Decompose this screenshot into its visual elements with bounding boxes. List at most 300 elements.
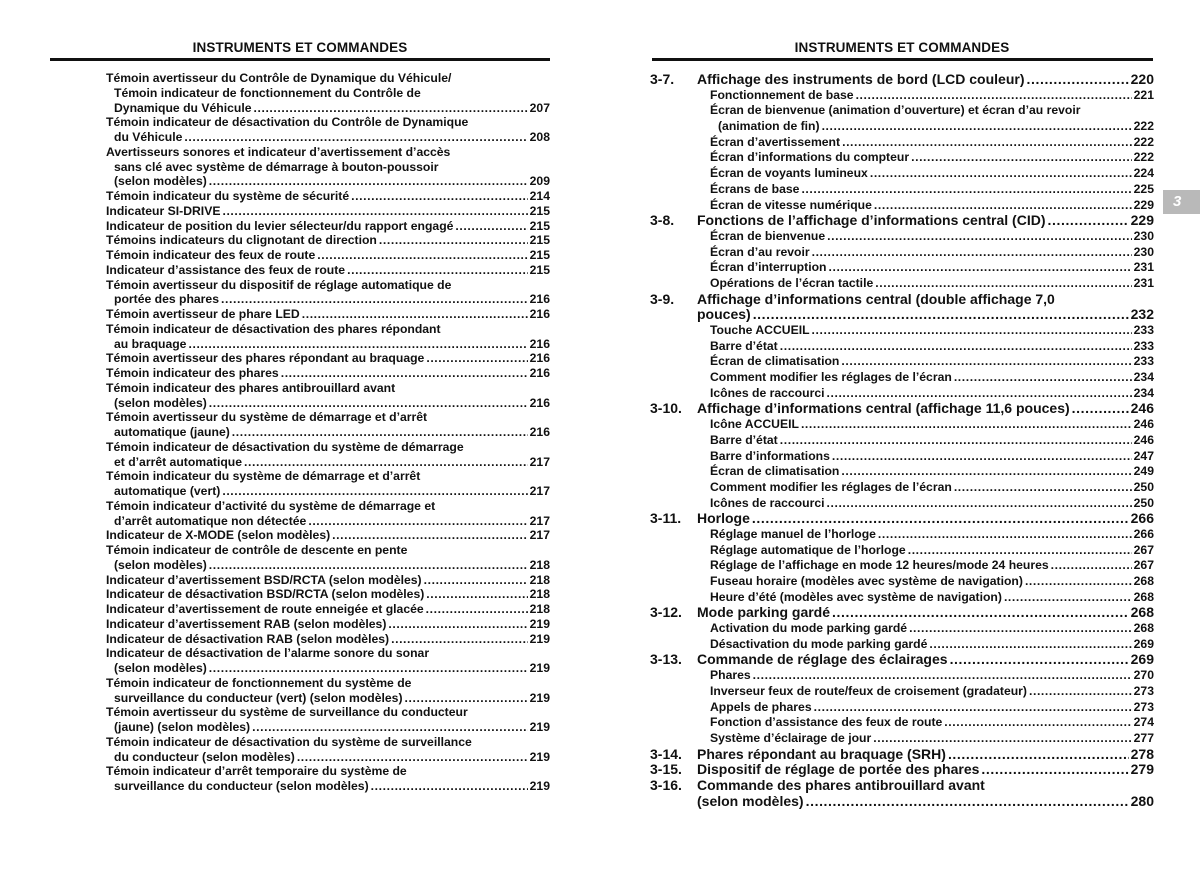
- toc-entry-text: Indicateur d’avertissement de route enneigée et glacée: [106, 602, 424, 616]
- section-number: 3-8.: [650, 212, 675, 229]
- toc-subentry[interactable]: [650, 276, 1154, 292]
- dot-leader: [878, 527, 1132, 543]
- dot-leader: [814, 700, 1132, 716]
- toc-line: [106, 676, 550, 691]
- chapter-tab[interactable]: 3: [1163, 190, 1200, 214]
- toc-entry[interactable]: [106, 632, 550, 647]
- dot-leader: [753, 668, 1132, 684]
- toc-line: [106, 174, 550, 189]
- toc-entry-text: Touche ACCUEIL: [710, 323, 810, 337]
- toc-entry[interactable]: [106, 189, 550, 204]
- toc-line: [106, 366, 550, 381]
- toc-line: [650, 433, 1154, 449]
- page-number: 274: [1133, 715, 1154, 730]
- toc-subentry[interactable]: [650, 88, 1154, 104]
- right-header-rule: [652, 58, 1153, 61]
- dot-leader: [832, 449, 1132, 465]
- page-number: 218: [529, 587, 550, 602]
- toc-section-heading[interactable]: [650, 72, 1154, 88]
- toc-line: [650, 276, 1154, 292]
- toc-line: [106, 455, 550, 470]
- toc-subentry[interactable]: [650, 245, 1154, 261]
- toc-subentry[interactable]: [650, 527, 1154, 543]
- toc-entry-text: Avertisseurs sonores et indicateur d’avertissement d’accès: [106, 144, 451, 159]
- page-number: 233: [1133, 354, 1154, 369]
- dot-leader: [426, 351, 527, 366]
- toc-entry[interactable]: [106, 322, 550, 352]
- dot-leader: [812, 323, 1132, 339]
- page-number: 266: [1130, 510, 1154, 527]
- toc-entry-text: Témoin indicateur de désactivation du système de surveillance: [106, 734, 472, 749]
- dot-leader: [253, 101, 527, 116]
- toc-line: [650, 245, 1154, 261]
- toc-entry[interactable]: [106, 499, 550, 529]
- page-number: 215: [529, 203, 550, 218]
- toc-line: [650, 182, 1154, 198]
- toc-entry-text: Témoins indicateurs du clignotant de direction: [106, 233, 377, 248]
- dot-leader: [801, 417, 1132, 433]
- dot-leader: [222, 204, 527, 219]
- toc-line: [106, 263, 550, 278]
- dot-leader: [801, 182, 1131, 198]
- toc-entry-text: Icône ACCUEIL: [710, 417, 799, 432]
- toc-entry-text: Mode parking gardé: [697, 604, 831, 621]
- left-page-header: INSTRUMENTS ET COMMANDES: [192, 40, 408, 55]
- page-number: 208: [529, 130, 550, 144]
- toc-entry-text: Réglage automatique de l’horloge: [710, 542, 906, 557]
- toc-line: [650, 323, 1154, 339]
- toc-entry-text: Écran de climatisation: [710, 464, 840, 479]
- toc-line: [650, 511, 1154, 527]
- page-number: 224: [1133, 166, 1154, 181]
- toc-entry[interactable]: [106, 366, 550, 381]
- page-number: 216: [529, 336, 550, 351]
- toc-line: [106, 248, 550, 263]
- toc-line: [650, 166, 1154, 182]
- toc-entry-text: Écrans de base: [710, 181, 800, 196]
- toc-subentry[interactable]: [650, 700, 1154, 716]
- section-number: 3-12.: [650, 604, 682, 621]
- toc-entry-text: Témoin indicateur d’activité du système de démarrage et: [106, 498, 436, 513]
- toc-entry[interactable]: [106, 617, 550, 632]
- toc-line: [650, 150, 1154, 166]
- toc-section: [650, 605, 1154, 652]
- toc-section-heading[interactable]: [650, 605, 1154, 621]
- toc-entry-text: Indicateur de position du levier sélecteur/du rapport engagé: [106, 218, 454, 233]
- toc-subentry[interactable]: [650, 574, 1154, 590]
- dot-leader: [221, 292, 528, 307]
- toc-entry-text: Témoin indicateur de fonctionnement du Contrôle de: [114, 85, 421, 100]
- page-number: 225: [1133, 181, 1154, 196]
- toc-entry[interactable]: [106, 528, 550, 543]
- toc-line: [106, 514, 550, 529]
- dot-leader: [828, 260, 1131, 276]
- dot-leader: [753, 307, 1129, 323]
- toc-subentry[interactable]: [650, 198, 1154, 214]
- toc-line: [106, 735, 550, 750]
- toc-entry[interactable]: [106, 764, 550, 794]
- toc-line: [106, 720, 550, 735]
- toc-entry-text: au braquage: [114, 336, 187, 351]
- dot-leader: [832, 605, 1129, 621]
- toc-section-heading[interactable]: [650, 778, 1154, 809]
- toc-entry[interactable]: [106, 543, 550, 573]
- dot-leader: [391, 632, 528, 647]
- page-number: 222: [1133, 119, 1154, 134]
- dot-leader: [870, 166, 1132, 182]
- page-number: 215: [529, 233, 550, 248]
- toc-entry-text: Écran d’au revoir: [710, 244, 810, 259]
- toc-section-heading[interactable]: [650, 511, 1154, 527]
- toc-entry-text: Dynamique du Véhicule: [114, 100, 252, 115]
- toc-entry[interactable]: [106, 145, 550, 189]
- page-number: 234: [1133, 370, 1154, 385]
- toc-subentry[interactable]: [650, 684, 1154, 700]
- toc-entry-text: Témoin indicateur de fonctionnement du système de: [106, 675, 412, 690]
- toc-subentry[interactable]: [650, 182, 1154, 198]
- toc-entry-text: Réglage manuel de l’horloge: [710, 526, 876, 541]
- dot-leader: [874, 198, 1132, 214]
- toc-entry-text: Témoin indicateur de désactivation du système de démarrage: [106, 439, 464, 454]
- toc-subentry[interactable]: [650, 668, 1154, 684]
- toc-entry-text: (selon modèles): [114, 174, 207, 189]
- toc-line: [106, 86, 550, 101]
- dot-leader: [1072, 401, 1129, 417]
- toc-line: [106, 160, 550, 175]
- dot-leader: [347, 263, 528, 278]
- toc-entry[interactable]: [106, 676, 550, 706]
- section-number: 3-11.: [650, 510, 682, 527]
- toc-line: [650, 135, 1154, 151]
- toc-section-heading[interactable]: [650, 652, 1154, 668]
- toc-subentry[interactable]: [650, 590, 1154, 606]
- page-number: 231: [1133, 275, 1154, 290]
- toc-subentry[interactable]: [650, 229, 1154, 245]
- toc-subentry[interactable]: [650, 103, 1154, 134]
- toc-entry[interactable]: [106, 233, 550, 248]
- toc-subentry[interactable]: [650, 417, 1154, 433]
- toc-line: [650, 464, 1154, 480]
- page-number: 268: [1133, 589, 1154, 604]
- toc-line: [106, 219, 550, 234]
- dot-leader: [426, 587, 527, 602]
- toc-line: [650, 543, 1154, 559]
- dot-leader: [371, 779, 528, 794]
- dot-leader: [948, 747, 1129, 763]
- toc-entry[interactable]: [106, 115, 550, 145]
- toc-line: [650, 558, 1154, 574]
- toc-subentry[interactable]: [650, 543, 1154, 559]
- toc-entry[interactable]: [106, 573, 550, 588]
- toc-entry-text: d’arrêt automatique non détectée: [114, 513, 307, 528]
- toc-subentry[interactable]: [650, 731, 1154, 747]
- dot-leader: [981, 762, 1128, 778]
- toc-entry[interactable]: [106, 278, 550, 308]
- toc-entry-text: Témoin avertisseur des phares répondant au braquage: [106, 351, 425, 366]
- toc-subentry[interactable]: [650, 464, 1154, 480]
- page-number: 219: [529, 779, 550, 793]
- dot-leader: [841, 464, 1131, 480]
- toc-entry-text: Écran d’avertissement: [710, 134, 841, 149]
- toc-entry-text: Écran d’interruption: [710, 260, 827, 275]
- toc-subentry[interactable]: [650, 480, 1154, 496]
- toc-section-heading[interactable]: [650, 213, 1154, 229]
- toc-entry-text: Écran de vitesse numérique: [710, 197, 872, 212]
- toc-entry-text: Réglage de l’affichage en mode 12 heures/mode 24 heures: [710, 558, 1049, 573]
- toc-section-heading[interactable]: [650, 762, 1154, 778]
- toc-line: [650, 794, 1154, 810]
- dot-leader: [388, 617, 527, 632]
- page-number: 230: [1133, 244, 1154, 259]
- toc-subentry[interactable]: [650, 135, 1154, 151]
- toc-entry[interactable]: [106, 351, 550, 366]
- toc-line: [106, 396, 550, 411]
- dot-leader: [281, 366, 528, 381]
- toc-section: [650, 762, 1154, 778]
- toc-line: [650, 574, 1154, 590]
- section-number: 3-14.: [650, 745, 682, 762]
- dot-leader: [780, 433, 1132, 449]
- toc-line: [650, 668, 1154, 684]
- toc-line: [650, 637, 1154, 653]
- toc-entry[interactable]: [106, 602, 550, 617]
- toc-entry-text: Heure d’été (modèles avec système de navigation): [710, 589, 1002, 604]
- toc-line: [650, 198, 1154, 214]
- page-number: 246: [1133, 417, 1154, 432]
- dot-leader: [1051, 558, 1132, 574]
- page-number: 268: [1133, 574, 1154, 588]
- toc-subentry[interactable]: [650, 370, 1154, 386]
- dot-leader: [909, 621, 1132, 637]
- page-number: 229: [1133, 197, 1154, 212]
- toc-entry-text: (selon modèles): [114, 661, 207, 675]
- page-number: 273: [1133, 683, 1154, 698]
- page-number: 233: [1133, 338, 1154, 353]
- toc-line: [106, 322, 550, 337]
- section-number: 3-13.: [650, 651, 682, 668]
- page-number: 222: [1133, 134, 1154, 149]
- toc-subentry[interactable]: [650, 449, 1154, 465]
- page-number: 268: [1133, 621, 1154, 636]
- dot-leader: [426, 602, 528, 617]
- toc-line: [650, 700, 1154, 716]
- toc-entry[interactable]: [106, 263, 550, 278]
- page-number: 222: [1133, 150, 1154, 165]
- page-number: 216: [529, 292, 550, 307]
- toc-entry-text: Fonctionnement de base: [710, 87, 854, 102]
- dot-leader: [827, 229, 1132, 245]
- dot-leader: [1004, 590, 1132, 606]
- section-number: 3-15.: [650, 761, 682, 778]
- toc-subentry[interactable]: [650, 166, 1154, 182]
- dot-leader: [812, 245, 1132, 261]
- page-number: 233: [1133, 323, 1154, 337]
- toc-section: [650, 747, 1154, 763]
- toc-entry[interactable]: [106, 410, 550, 440]
- toc-line: [650, 747, 1154, 763]
- toc-section-heading[interactable]: [650, 401, 1154, 417]
- page-number: 215: [529, 248, 550, 262]
- toc-entry[interactable]: [106, 646, 550, 676]
- toc-entry-text: (jaune) (selon modèles): [114, 720, 251, 734]
- toc-line: [106, 307, 550, 322]
- page-number: 209: [529, 174, 550, 189]
- dot-leader: [244, 455, 528, 470]
- dot-leader: [252, 720, 528, 735]
- toc-line: [650, 88, 1154, 104]
- toc-entry-text: Témoin avertisseur du système de démarrage et d’arrêt: [106, 410, 428, 425]
- toc-entry-text: surveillance du conducteur (vert) (selon modèles): [114, 690, 403, 705]
- toc-subentry[interactable]: [650, 354, 1154, 370]
- toc-line: [650, 72, 1154, 88]
- toc-line: [106, 115, 550, 130]
- dot-leader: [455, 219, 527, 234]
- dot-leader: [780, 339, 1132, 355]
- dot-leader: [297, 750, 528, 765]
- toc-line: [106, 661, 550, 676]
- toc-line: [650, 339, 1154, 355]
- page-number: 230: [1133, 228, 1154, 243]
- toc-entry-text: Témoin indicateur d’arrêt temporaire du système de: [106, 764, 407, 779]
- toc-subentry[interactable]: [650, 339, 1154, 355]
- toc-line: [650, 119, 1154, 135]
- toc-entry[interactable]: [106, 587, 550, 602]
- dot-leader: [911, 150, 1132, 166]
- page-number: 277: [1133, 730, 1154, 745]
- toc-line: [650, 496, 1154, 512]
- toc-entry-text: Écran de climatisation: [710, 354, 840, 369]
- toc-line: [106, 233, 550, 248]
- toc-entry-text: portée des phares: [114, 292, 219, 307]
- toc-subentry[interactable]: [650, 260, 1154, 276]
- toc-entry-text: Indicateur de désactivation RAB (selon modèles): [106, 631, 390, 646]
- toc-entry-text: Fonction d’assistance des feux de route: [710, 715, 943, 730]
- toc-entry-text: (selon modèles): [697, 792, 804, 809]
- toc-section: [650, 511, 1154, 605]
- toc-line: [650, 401, 1154, 417]
- page-number: 219: [529, 661, 550, 675]
- toc-line: [106, 573, 550, 588]
- toc-entry[interactable]: [106, 705, 550, 735]
- toc-subentry[interactable]: [650, 386, 1154, 402]
- toc-subentry[interactable]: [650, 150, 1154, 166]
- toc-line: [650, 370, 1154, 386]
- toc-entry[interactable]: [106, 307, 550, 322]
- toc-entry[interactable]: [106, 248, 550, 263]
- toc-line: [650, 590, 1154, 606]
- dot-leader: [826, 496, 1131, 512]
- toc-subentry[interactable]: [650, 637, 1154, 653]
- page-number: 219: [529, 631, 550, 646]
- toc-entry[interactable]: [106, 71, 550, 115]
- toc-entry-text: Icônes de raccourci: [710, 385, 825, 400]
- page-number: 207: [529, 100, 550, 115]
- toc-subentry[interactable]: [650, 715, 1154, 731]
- toc-entry-text: Indicateur d’assistance des feux de route: [106, 262, 346, 277]
- toc-entry-text: du conducteur (selon modèles): [114, 749, 295, 764]
- toc-subentry[interactable]: [650, 496, 1154, 512]
- toc-line: [106, 587, 550, 602]
- toc-entry-text: Comment modifier les réglages de l’écran: [710, 370, 952, 385]
- section-number: 3-9.: [650, 290, 675, 307]
- toc-entry[interactable]: [106, 204, 550, 219]
- toc-line: [650, 260, 1154, 276]
- toc-entry[interactable]: [106, 469, 550, 499]
- toc-entry[interactable]: [106, 735, 550, 765]
- toc-entry-text: Affichage d’informations central (affichage 11,6 pouces): [697, 400, 1070, 417]
- toc-entry[interactable]: [106, 219, 550, 234]
- toc-entry[interactable]: [106, 381, 550, 411]
- toc-line: [650, 621, 1154, 637]
- toc-line: [650, 103, 1154, 119]
- page-number: 232: [1130, 306, 1154, 323]
- dot-leader: [209, 558, 528, 573]
- toc-section: [650, 72, 1154, 213]
- page-number: 234: [1133, 385, 1154, 400]
- toc-entry-text: Inverseur feux de route/feux de croisement (gradateur): [710, 683, 1027, 698]
- toc-line: [106, 425, 550, 440]
- toc-entry-text: Horloge: [697, 510, 750, 527]
- dot-leader: [184, 130, 527, 145]
- dot-leader: [209, 174, 528, 189]
- toc-entry-text: (animation de fin): [718, 119, 820, 134]
- toc-section: [650, 292, 1154, 402]
- dot-leader: [1029, 684, 1132, 700]
- toc-entry-text: Témoin indicateur de contrôle de descente en pente: [106, 543, 408, 557]
- section-number: 3-10.: [650, 400, 682, 417]
- page-number: 250: [1133, 495, 1154, 510]
- toc-entry[interactable]: [106, 440, 550, 470]
- toc-entry-text: Barre d’informations: [710, 448, 830, 463]
- toc-subentry[interactable]: [650, 433, 1154, 449]
- toc-subentry[interactable]: [650, 323, 1154, 339]
- dot-leader: [209, 661, 528, 676]
- toc-subentry[interactable]: [650, 558, 1154, 574]
- toc-line: [106, 130, 550, 145]
- toc-entry-text: Indicateur d’avertissement BSD/RCTA (selon modèles): [106, 572, 422, 587]
- toc-section-heading[interactable]: [650, 292, 1154, 323]
- page-number: 246: [1133, 432, 1154, 447]
- page-number: 217: [529, 528, 550, 543]
- toc-entry-text: Témoin indicateur du système de sécurité: [106, 189, 350, 203]
- toc-section-heading[interactable]: [650, 747, 1154, 763]
- dot-leader: [1047, 213, 1128, 229]
- page-number: 250: [1133, 479, 1154, 494]
- dot-leader: [841, 354, 1131, 370]
- toc-line: [106, 381, 550, 396]
- toc-line: [106, 351, 550, 366]
- toc-line: [106, 71, 550, 86]
- toc-entry-text: Affichage des instruments de bord (LCD couleur): [697, 71, 1025, 87]
- toc-line: [106, 101, 550, 116]
- toc-subentry[interactable]: [650, 621, 1154, 637]
- page-number: 217: [529, 484, 550, 498]
- toc-entry-text: Affichage d’informations central (double affichage 7,0: [697, 290, 1055, 307]
- page-number: 216: [529, 351, 550, 366]
- section-number: 3-16.: [650, 776, 682, 793]
- toc-line: [106, 410, 550, 425]
- dot-leader: [929, 637, 1131, 653]
- toc-entry-text: Indicateur d’avertissement RAB (selon modèles): [106, 616, 387, 631]
- toc-line: [106, 528, 550, 543]
- page-number: 279: [1130, 761, 1154, 778]
- toc-entry-text: Phares: [710, 668, 751, 683]
- page-number: 269: [1130, 651, 1154, 668]
- toc-entry-text: Témoin indicateur des feux de route: [106, 248, 316, 262]
- toc-line: [106, 632, 550, 647]
- page-number: 231: [1133, 260, 1154, 275]
- toc-entry-text: Témoin avertisseur du système de surveillance du conducteur: [106, 705, 468, 720]
